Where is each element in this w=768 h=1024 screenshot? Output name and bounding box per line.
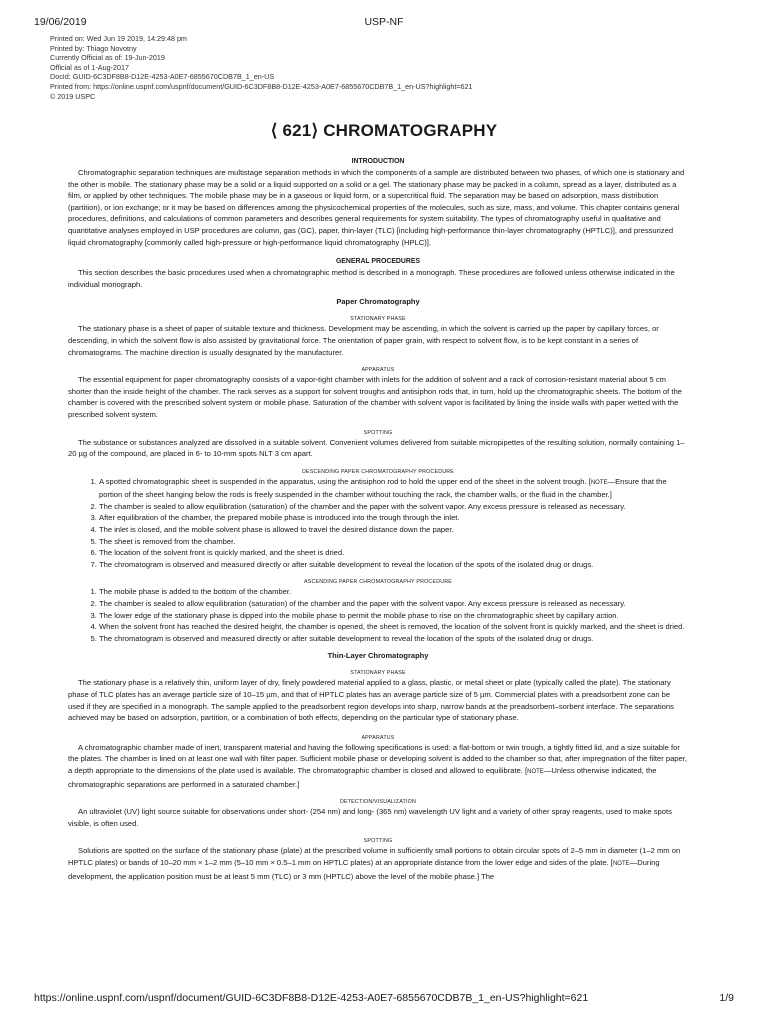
ascending-procedure-list (68, 586, 688, 644)
list-item: 2. The chamber is sealed to allow equilibration (saturation) of the chamber and the paper with the solvent vapor. Any excess pressure is released as necessary. (99, 501, 688, 513)
note-text: —Ensure that the portion of the sheet hanging below the rods is freely suspended in the chamber without touching the rack, the chamber walls, or the fluid in the chamber.] (99, 476, 667, 500)
list-item: 4. When the solvent front has reached the desired height, the chamber is opened, the sheet is removed, the location of the solvent front is quickly marked, and the sheet is dried. (99, 621, 688, 633)
printed-from: Printed from: https://online.uspnf.com/uspnf/document/GUID-6C3DF8B8-D12E-4253-A0E7-6855670CDB7B_1_en-US?highlight=621 (50, 81, 473, 91)
copyright: © 2019 USPC (50, 91, 96, 101)
tlc-detection-text: An ultraviolet (UV) light source suitable for observations under short- (254 nm) and long- (365 nm) wavelength UV light and a variety of other spray reagents, used to make spots visible, is often used. (68, 807, 672, 828)
printed-on: Printed on: Wed Jun 19 2019, 14:29:48 pm (50, 34, 187, 43)
tlc-apparatus-heading: APPARATUS (361, 734, 395, 741)
paper-apparatus-heading: APPARATUS (361, 367, 395, 374)
list-item: 5. The sheet is removed from the chamber. (99, 536, 688, 548)
list-item: 3. After equilibration of the chamber, the prepared mobile phase is introduced into the trough through the inlet. (99, 512, 688, 524)
thin-layer-chromatography-heading: Thin-Layer Chromatography (327, 651, 429, 661)
descending-procedure-heading: DESCENDING PAPER CHROMATOGRAPHY PROCEDURE (301, 468, 455, 475)
official-as-of: Official as of 1-Aug-2017 (50, 62, 129, 72)
list-item: 4. The inlet is closed, and the mobile solvent phase is allowed to travel the desired distance down the paper. (99, 524, 688, 536)
print-metadata (50, 34, 473, 101)
introduction-text: Chromatographic separation techniques are multistage separation methods in which the components of a sample are distributed between two phases, of which one is stationary and the other is mobile. The stationary phase may be a solid or a liquid supported on a solid or a gel. The stationary phase may be packed in a column, spread as a layer, distributed as a film, or applied by other techniques. The mobile phase may be in a gaseous or liquid form, or a supercritical fluid. The separation may be based on adsorption, mass distribution (partition), or ion exchange; or it may be based on differences among the physicochemical properties of the molecules, such as size, mass, and volume. This chapter contains general procedures, definitions, and calculations of common parameters and describes general requirements for system suitability. The types of chromatography useful in qualitative and quantitative analyses employed in USP procedures are column, gas (GC), paper, thin-layer (TLC) [including high-performance thin-layer chromatography (HPTLC)], and pressurized liquid chromatography [commonly called high-pressure or high-performance liquid chromatography (HPLC)]. (68, 168, 685, 247)
note-label: NOTE (612, 860, 630, 867)
note-label: NOTE (527, 768, 544, 775)
browser-print-footer (34, 992, 734, 1006)
list-item: 6. The location of the solvent front is quickly marked, and the sheet is dried. (99, 547, 688, 559)
currently-official: Currently Official as of: 19-Jun-2019 (50, 53, 165, 63)
tlc-detection-heading: DETECTION/VISUALIZATION (339, 799, 417, 806)
list-item: 5. The chromatogram is observed and measured directly or after suitable development to reveal the location of the spots of the isolated drug or drugs. (99, 633, 688, 645)
note-text: —Unless otherwise indicated, the chromatographic separations are performed in a saturated chamber.] (68, 765, 657, 789)
list-item: 3. The lower edge of the stationary phase is dipped into the mobile phase to permit the mobile phase to rise on the chromatographic sheet by capillary action. (99, 610, 688, 622)
list-item: 1. The mobile phase is added to the bottom of the chamber. (99, 586, 688, 598)
page-url: https://online.uspnf.com/uspnf/document/GUID-6C3DF8B8-D12E-4253-A0E7-6855670CDB7B_1_en-US?highlight=621 (34, 992, 589, 1004)
list-item: 1. A spotted chromatographic sheet is suspended in the apparatus, using the antisiphon rod to hold the upper end of the sheet in the solvent trough. [NOTE—Ensure that the portion of the sheet hanging below the rods is freely suspended in the chamber without touching the rack, the chamber walls, or the fluid in the chamber.] (99, 476, 688, 501)
tlc-stationary-phase-text: The stationary phase is a relatively thin, uniform layer of dry, finely powdered material applied to a glass, plastic, or metal sheet or plate (typically called the plate). The stationary phase of TLC plates has an average particle size of 10–15 µm, and that of HPTLC plates has an average particle size of 5 µm. Commercial plates with a preadsorbent zone can be used if they are specified in a monograph. The sample applied to the preadsorbent region develops into sharp, narrow bands at the preadsorbent–sorbent interface. The separations achieved may be based on adsorption, partition, or a combination of both effects, depending on the particular type of stationary phase. (68, 678, 674, 723)
site-title: USP-NF (364, 16, 404, 28)
tlc-spotting-text: Solutions are spotted on the surface of the stationary phase (plate) at the prescribed volume in sufficiently small portions to obtain circular spots of 2–5 mm in diameter (1–2 mm on HPTLC plates) or bands of 10–20 mm × 1–2 mm (5–10 mm × 0.5–1 mm on HPTLC plates) at an appropriate distance from the lower edge and sides of the plate. [NOTE—During development, the application position must be at least 5 mm (TLC) or 3 mm (HPTLC) above the level of the mobile phase.] The (68, 846, 681, 881)
browser-print-header (34, 16, 734, 30)
note-label: NOTE (590, 479, 608, 486)
paper-chromatography-heading: Paper Chromatography (336, 297, 420, 307)
print-date: 19/06/2019 (34, 16, 87, 28)
list-item: 2. The chamber is sealed to allow equilibration (saturation) of the chamber and the paper with the solvent vapor. Any excess pressure is released as necessary. (99, 598, 688, 610)
general-procedures-heading: GENERAL PROCEDURES (335, 258, 421, 266)
paper-spotting-heading: SPOTTING (363, 429, 393, 436)
descending-procedure-list (68, 476, 688, 571)
document-body (68, 157, 688, 882)
doc-id: DocId: GUID-6C3DF8B8-D12E-4253-A0E7-6855670CDB7B_1_en-US (50, 72, 275, 82)
note-text: —During development, the application position must be at least 5 mm (TLC) or 3 mm (HPTLC) above the level of the mobile phase.] The (68, 857, 660, 881)
paper-stationary-phase-text: The stationary phase is a sheet of paper of suitable texture and thickness. Development may be ascending, in which the solvent is carried up the paper by capillary forces, or descending, in which the solvent flow is also assisted by gravitational force. The orientation of paper grain, with respect to solvent flow, is to be kept constant in a series of chromatograms. The machine direction is usually designated by the manufacturer. (68, 324, 659, 357)
tlc-apparatus-text: A chromatographic chamber made of inert, transparent material and having the following specifications is used: a flat-bottom or twin trough, a tightly fitted lid, and a size suitable for the plates. The chamber is lined on at least one wall with filter paper. Sufficient mobile phase or developing solvent is added to the chamber so that, after impregnation of the filter paper, a depth appropriate to the dimensions of the plate used is available. The chromatographic chamber is closed and allowed to equilibrate. [NOTE—Unless otherwise indicated, the chromatographic separations are performed in a saturated chamber.] (68, 742, 687, 789)
ascending-procedure-heading: ASCENDING PAPER CHROMATOGRAPHY PROCEDURE (304, 579, 452, 586)
list-item: 7. The chromatogram is observed and measured directly or after suitable development to reveal the location of the spots of the isolated drug or drugs. (99, 559, 688, 571)
paper-stationary-phase-heading: STATIONARY PHASE (350, 316, 406, 323)
paper-apparatus-text: The essential equipment for paper chromatography consists of a vapor-tight chamber with inlets for the addition of solvent and a rack of corrosion-resistant material about 5 cm shorter than the inside height of the chamber. The rack serves as a support for solvent troughs and antisiphon rods that, in turn, hold up the chromatographic sheets. The bottom of the chamber is covered with the prescribed solvent system or mobile phase. Saturation of the chamber with solvent vapor is facilitated by lining the inside walls with paper wetted with the prescribed solvent system. (68, 375, 682, 419)
introduction-heading: INTRODUCTION (351, 158, 405, 165)
printed-by: Printed by: Thiago Novotny (50, 43, 137, 53)
tlc-stationary-phase-heading: STATIONARY PHASE (350, 670, 406, 677)
page-title: ⟨ 621⟩ CHROMATOGRAPHY (270, 121, 498, 140)
general-procedures-text: This section describes the basic procedures used when a chromatographic method is described in a monograph. These procedures are followed unless otherwise indicated in the individual monograph. (68, 268, 675, 289)
page-number: 1/9 (719, 992, 734, 1004)
tlc-spotting-heading: SPOTTING (363, 838, 393, 845)
paper-spotting-text: The substance or substances analyzed are dissolved in a suitable solvent. Convenient volumes delivered from suitable micropipettes of the resulting solution, normally containing 1–20 µg of the compound, are placed in 6- to 10-mm spots NLT 3 cm apart. (68, 437, 685, 459)
